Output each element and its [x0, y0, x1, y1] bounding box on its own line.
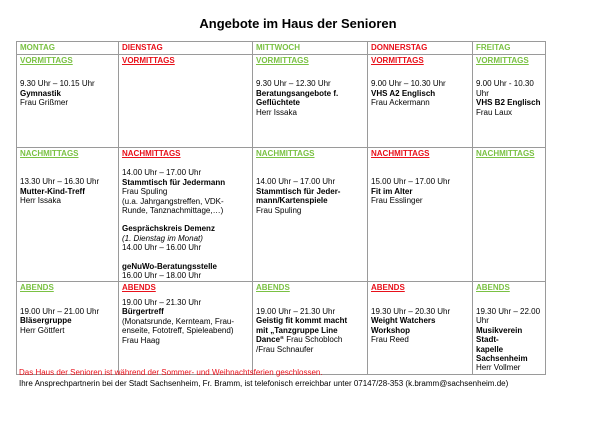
event-name: Stammtisch für Jedermann: [122, 177, 226, 187]
cell-abends-thursday: [368, 282, 473, 374]
event-name: Bürgertreff: [122, 307, 164, 317]
cell-abends-friday: [473, 282, 546, 374]
event-name: Musikverein Stadt-: [476, 325, 523, 345]
event-time: 19.30 Uhr – 20.30 Uhr: [371, 306, 451, 316]
event-time: 19.00 Uhr – 21.30 Uhr: [256, 306, 336, 316]
section-label: ABENDS: [476, 283, 510, 293]
event-person: Frau Spuling: [122, 187, 168, 197]
event-detail: (Monatsrunde, Kernteam, Frau-: [122, 316, 235, 326]
event-name-cont: Workshop: [371, 325, 410, 335]
event-time: 19.30 Uhr – 22.00 Uhr: [476, 306, 541, 326]
day-header-wednesday: MITTWOCH: [253, 42, 368, 55]
event-person-cont: /Frau Schnaufer: [256, 344, 314, 354]
day-header-tuesday: DIENSTAG: [119, 42, 253, 55]
event-person: Herr Issaka: [256, 107, 297, 117]
demenz-time: 14.00 Uhr – 16.00 Uhr: [122, 243, 202, 253]
section-label: VORMITTAGS: [20, 56, 73, 65]
section-label: NACHMITTAGS: [20, 149, 79, 158]
event-person: Frau Haag: [122, 335, 160, 345]
genuwo-title: geNuWo-Beratungsstelle: [122, 261, 217, 271]
section-label: NACHMITTAGS: [371, 149, 430, 158]
section-label: VORMITTAGS: [122, 56, 175, 65]
event-person: Frau Grißmer: [20, 98, 68, 108]
cell-vormittags-monday: [17, 55, 119, 148]
day-header-thursday: DONNERSTAG: [368, 42, 473, 55]
event-time: 14.00 Uhr – 17.00 Uhr: [122, 168, 202, 178]
cell-nachmittags-wednesday: [253, 148, 368, 282]
event-name-cont: Geflüchtete: [256, 98, 301, 108]
section-label: VORMITTAGS: [476, 56, 529, 65]
event-name-cont: kapelle Sachsenheim: [476, 344, 528, 363]
footer: [19, 367, 508, 389]
section-label: ABENDS: [20, 283, 54, 293]
section-label: ABENDS: [371, 283, 405, 293]
event-name: Stammtisch für Jeder-: [256, 186, 341, 196]
demenz-title: Gesprächskreis Demenz: [122, 224, 215, 234]
cell-nachmittags-thursday: [368, 148, 473, 282]
cell-abends-monday: [17, 282, 119, 374]
table-header-row: [17, 42, 546, 55]
event-time: 9.30 Uhr – 10.15 Uhr: [20, 79, 95, 89]
event-time: 19.00 Uhr – 21.00 Uhr: [20, 306, 100, 316]
event-name: Weight Watchers: [371, 316, 436, 326]
event-person: Frau Ackermann: [371, 98, 430, 108]
section-label: ABENDS: [122, 283, 156, 293]
demenz-note: (1. Dienstag im Monat): [122, 233, 203, 243]
event-name: Gymnastik: [20, 88, 61, 98]
event-name: VHS B2 Englisch: [476, 98, 541, 108]
section-label: NACHMITTAGS: [256, 149, 315, 158]
cell-nachmittags-monday: [17, 148, 119, 282]
schedule-table: [16, 41, 546, 375]
cell-vormittags-tuesday: [119, 55, 253, 148]
event-person: Frau Spuling: [256, 205, 302, 215]
cell-abends-wednesday: [253, 282, 368, 374]
event-time: 15.00 Uhr – 17.00 Uhr: [371, 177, 451, 187]
section-label: VORMITTAGS: [371, 56, 424, 65]
event-detail-cont: Runde, Tanznachmittage,…): [122, 206, 224, 216]
event-name: Fit im Alter: [371, 186, 413, 196]
event-name: Beratungsangebote f.: [256, 88, 339, 98]
event-time: 9.00 Uhr - 10.30 Uhr: [476, 79, 534, 98]
event-person: Frau Schobloch: [284, 335, 343, 345]
cell-abends-tuesday: [119, 282, 253, 374]
section-label: ABENDS: [256, 283, 290, 293]
event-person: Herr Vollmer: [476, 363, 521, 373]
event-person: Herr Issaka: [20, 196, 61, 206]
day-header-monday: MONTAG: [17, 42, 119, 55]
section-label: NACHMITTAGS: [476, 149, 535, 158]
genuwo-time: 16.00 Uhr – 18.00 Uhr: [122, 271, 202, 281]
event-name: Mutter-Kind-Treff: [20, 186, 85, 196]
table-row-vormittags: [17, 55, 546, 148]
event-time: 13.30 Uhr – 16.30 Uhr: [20, 177, 100, 187]
table-row-nachmittags: [17, 148, 546, 282]
event-detail-cont: enseite, Fototreff, Spieleabend): [122, 326, 234, 336]
event-time: 19.00 Uhr – 21.30 Uhr: [122, 297, 202, 307]
cell-vormittags-thursday: [368, 55, 473, 148]
cell-nachmittags-tuesday: [119, 148, 253, 282]
section-label: NACHMITTAGS: [122, 149, 181, 158]
table-row-abends: [17, 282, 546, 374]
event-person: Frau Esslinger: [371, 196, 423, 206]
closure-note: Das Haus der Senioren ist während der Sommer- und Weihnachtsferien geschlossen.: [19, 368, 323, 377]
event-name-cont: mann/Kartenspiele: [256, 196, 328, 206]
event-person: Frau Reed: [371, 335, 409, 345]
event-detail: (u.a. Jahrgangstreffen, VDK-: [122, 196, 224, 206]
cell-vormittags-friday: [473, 55, 546, 148]
cell-nachmittags-friday: [473, 148, 546, 282]
event-person: Frau Laux: [476, 107, 513, 117]
event-name-end: Dance“: [256, 335, 285, 345]
page-title: Angebote im Haus der Senioren: [199, 16, 397, 31]
day-header-friday: FREITAG: [473, 42, 546, 55]
contact-info: Ihre Ansprechpartnerin bei der Stadt Sachsenheim, Fr. Bramm, ist telefonisch erreichbar unter 07147/28-353 (k.bramm@sachsenheim.de): [19, 379, 509, 388]
event-time: 9.30 Uhr – 12.30 Uhr: [256, 79, 331, 89]
section-label: VORMITTAGS: [256, 56, 309, 65]
event-name: Geistig fit kommt macht: [256, 316, 348, 326]
event-time: 9.00 Uhr – 10.30 Uhr: [371, 79, 446, 89]
event-name: Bläsergruppe: [20, 316, 72, 326]
event-time: 14.00 Uhr – 17.00 Uhr: [256, 177, 336, 187]
event-name-cont: mit „Tanzgruppe Line: [256, 325, 338, 335]
cell-vormittags-wednesday: [253, 55, 368, 148]
event-name: VHS A2 Englisch: [371, 88, 436, 98]
event-person: Herr Göttfert: [20, 325, 65, 335]
